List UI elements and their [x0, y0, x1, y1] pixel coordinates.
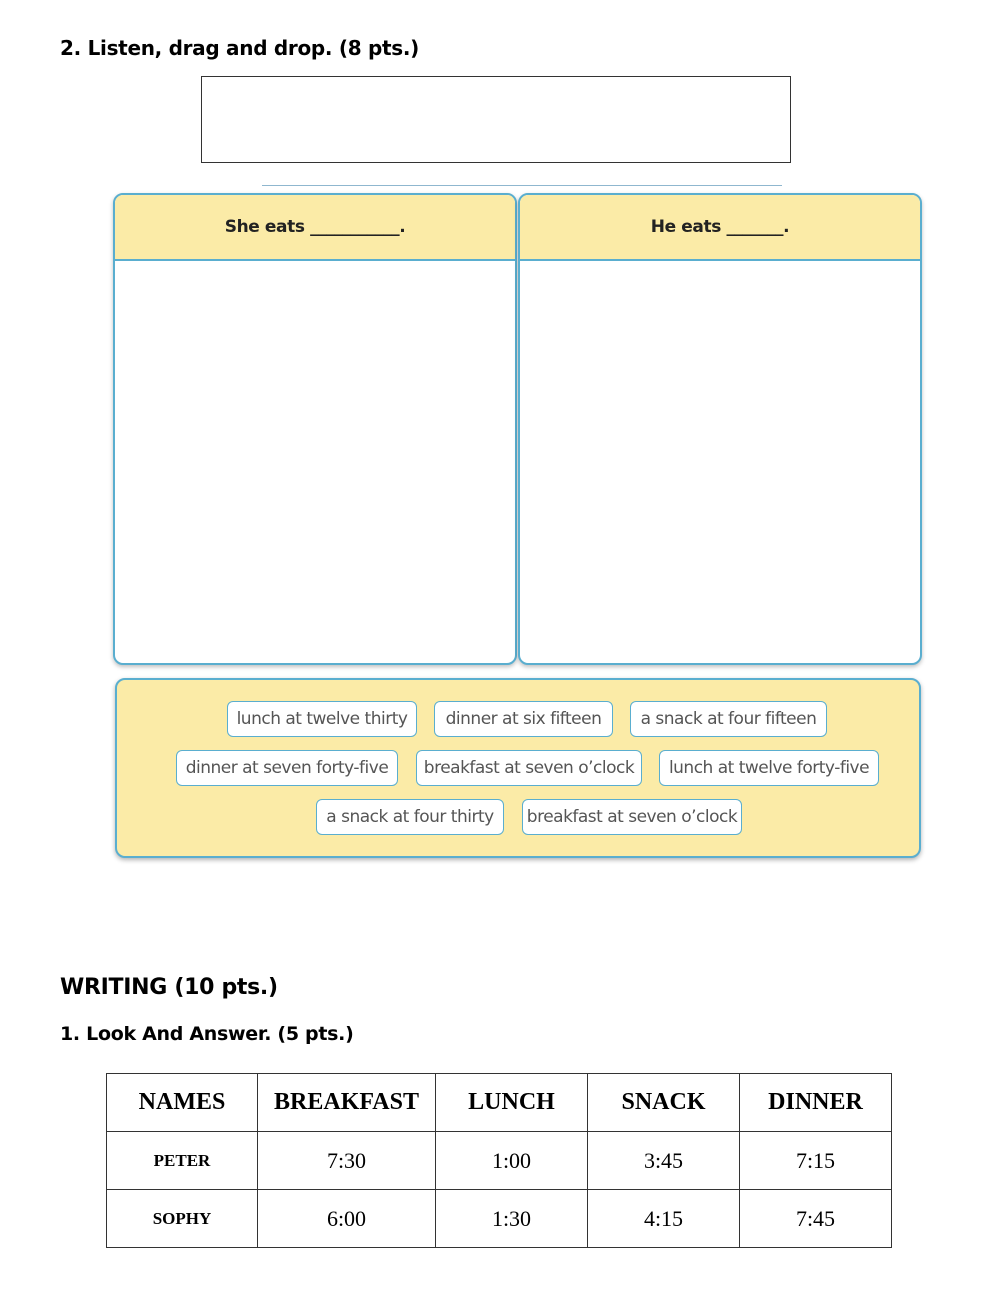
column-header: BREAKFAST	[258, 1074, 436, 1132]
drop-column-he[interactable]	[518, 193, 922, 665]
meal-times-table	[106, 1073, 892, 1248]
table-cell: 3:45	[588, 1132, 740, 1190]
draggable-chip[interactable]: breakfast at seven o’clock	[522, 799, 742, 835]
drop-column-she[interactable]	[113, 193, 517, 665]
table-cell-name: PETER	[107, 1132, 258, 1190]
column-header: SNACK	[588, 1074, 740, 1132]
word-bank	[115, 678, 921, 858]
divider	[262, 185, 782, 186]
draggable-chip[interactable]: a snack at four fifteen	[630, 701, 827, 737]
drop-area[interactable]	[520, 261, 920, 661]
draggable-chip[interactable]: lunch at twelve forty-five	[659, 750, 879, 786]
table-cell: 6:00	[258, 1190, 436, 1248]
audio-player-box[interactable]	[201, 76, 791, 163]
table-cell: 7:15	[740, 1132, 892, 1190]
listen-drag-drop-heading: 2. Listen, drag and drop. (8 pts.)	[60, 36, 420, 60]
drop-area[interactable]	[115, 261, 515, 661]
table-cell: 7:30	[258, 1132, 436, 1190]
drop-column-header: He eats _______.	[520, 195, 920, 261]
draggable-chip[interactable]: dinner at seven forty-five	[176, 750, 398, 786]
draggable-chip[interactable]: lunch at twelve thirty	[227, 701, 417, 737]
column-header: DINNER	[740, 1074, 892, 1132]
table-row	[107, 1190, 892, 1248]
column-header: LUNCH	[436, 1074, 588, 1132]
draggable-chip[interactable]: a snack at four thirty	[316, 799, 504, 835]
table-cell: 7:45	[740, 1190, 892, 1248]
writing-heading: WRITING (10 pts.)	[60, 975, 278, 1000]
table-cell: 1:30	[436, 1190, 588, 1248]
table-row	[107, 1132, 892, 1190]
table-header-row	[107, 1074, 892, 1132]
draggable-chip[interactable]: breakfast at seven o’clock	[416, 750, 642, 786]
table-cell: 4:15	[588, 1190, 740, 1248]
table-cell: 1:00	[436, 1132, 588, 1190]
table-cell-name: SOPHY	[107, 1190, 258, 1248]
look-and-answer-heading: 1. Look And Answer. (5 pts.)	[60, 1023, 354, 1045]
drop-column-header: She eats ___________.	[115, 195, 515, 261]
draggable-chip[interactable]: dinner at six fifteen	[434, 701, 613, 737]
column-header: NAMES	[107, 1074, 258, 1132]
